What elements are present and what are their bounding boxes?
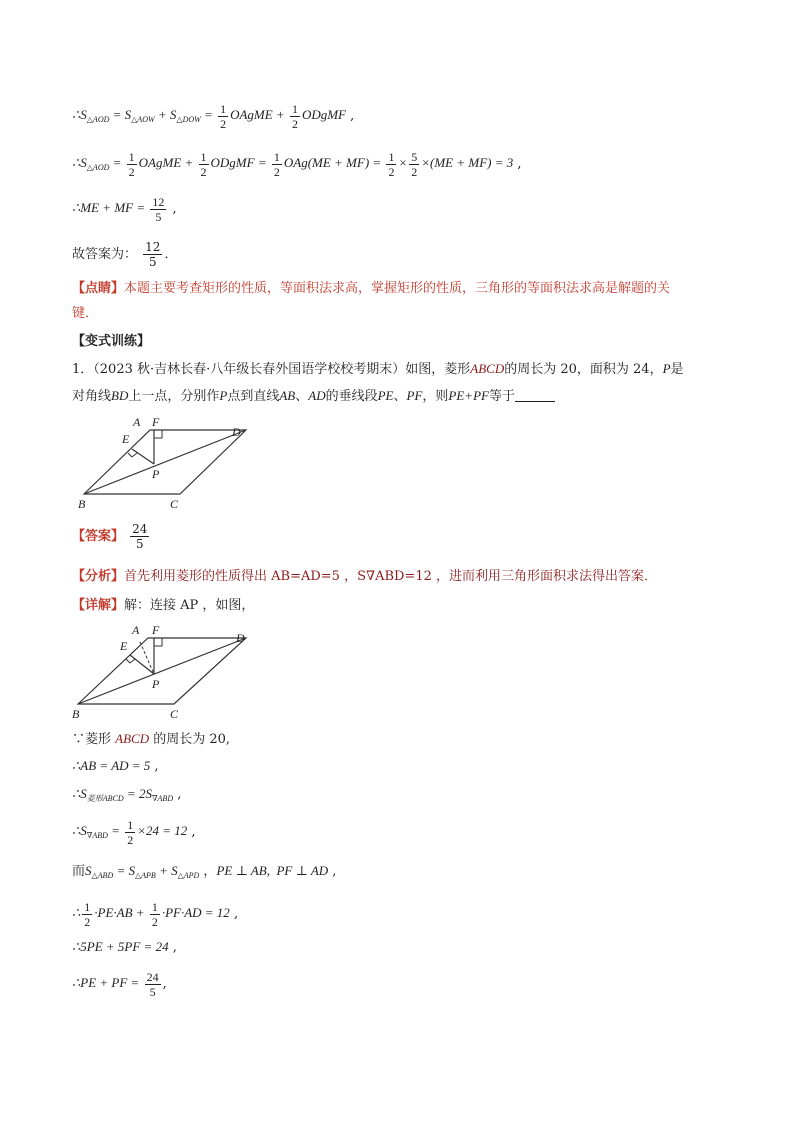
step-4: $\therefore S_{\nabla ABD}$ = $\frac{1}{2}$ ×24 = 12 , (72, 818, 196, 847)
question-line-1 (72, 359, 684, 380)
final-answer-numerator: 12 (145, 240, 161, 254)
step-2: ∴AB = AD = 5 , (72, 758, 159, 774)
fig2-label-e: E (120, 639, 128, 653)
q2-h: 等于 (488, 389, 515, 404)
fig1-label-p: P (152, 467, 160, 481)
question-text-c: 是 (670, 362, 684, 377)
question-text-b: 的周长为 20，面积为 24， (504, 362, 663, 377)
answer-numerator: 24 (132, 522, 148, 536)
step-1: ∵菱形 ABCD 的周长为 20, (72, 731, 231, 747)
rhombus-figure-1 (70, 412, 260, 512)
step-6: ∴ $\frac{1}{2}$ ·PE·AB + $\frac{1}{2}$ ·PF·AD = 12 , (72, 900, 239, 929)
fig2-label-a: A (132, 623, 140, 637)
question-text-a: 1．（2023 秋·吉林长春·八年级长春外国语学校校考期末）如图，菱形 (72, 362, 471, 377)
q2-p: P (219, 388, 228, 403)
step-7: ∴5PE + 5PF = 24 , (72, 939, 177, 955)
dianjing-text-1: 本题主要考查矩形的性质，等面积法求高，掌握矩形的性质，三角形的等面积法求高是解题的关 (124, 281, 671, 296)
fig2-label-p: P (152, 677, 160, 691)
fig1-label-e: E (122, 432, 130, 446)
dianjing-tag: 【点睛】 (72, 281, 125, 296)
fig2-label-c: C (170, 707, 179, 721)
step-3: $\therefore S_{菱形ABCD} = 2S_{\nabla ABD}$ , (72, 786, 182, 803)
step-5: 而$S_{\triangle ABD} = S_{\triangle APB} + S_{\triangle APD}$ ，PE ⊥ AB, PF ⊥ AD , (72, 863, 337, 880)
final-answer-line: 故答案为： $\frac{12}{5}$ ． (72, 240, 178, 269)
variant-training-label: 【变式训练】 (72, 334, 151, 349)
fig2-label-d: D (236, 631, 245, 645)
equation-line-3: ∴ME + MF = $\frac{12}{5}$ , (72, 195, 177, 224)
q2-a: 对角线 (72, 389, 112, 404)
q2-pf: PF (406, 388, 423, 403)
detail-tag: 【详解】 (72, 598, 125, 613)
analysis-text: 首先利用菱形的性质得出 AB=AD=5 ，S∇ABD=12 ，进而利用三角形面积求法得出答案． (124, 569, 658, 584)
q2-bd: BD (111, 388, 129, 403)
q2-f: 、 (393, 389, 407, 404)
fig1-label-d: D (232, 425, 241, 439)
rhombus-figure-2 (66, 620, 256, 724)
q2-b: 上一点，分别作 (128, 389, 220, 404)
equation-line-2: $\therefore S_{\triangle AOD}$ = $\frac{1}{2}$ OAgME + $\frac{1}{2}$ ODgMF = $\frac{1}{2}$ OAg(ME + MF) = $\frac{1}{2}$ × $\frac{5}{2}$ ×(ME + MF) = 3 , (72, 150, 522, 179)
fig1-label-a: A (133, 415, 141, 429)
analysis-tag: 【分析】 (72, 569, 125, 584)
question-p: P (662, 361, 671, 376)
question-line-2 (72, 386, 555, 407)
answer-tag: 【答案】 (72, 529, 125, 544)
dianjing-line-1 (72, 279, 670, 299)
q2-ab: AB (279, 388, 296, 403)
dianjing-line-2 (72, 304, 98, 324)
answer-denominator: 5 (135, 537, 144, 551)
fig2-label-b: B (72, 707, 80, 721)
final-answer-denominator: 5 (148, 255, 157, 269)
equation-line-1: $\therefore S_{\triangle AOD} = S_{\triangle AOW} + S_{\triangle DOW}$ = $\frac{1}{2}$ OAgME + $\frac{1}{2}$ ODgMF , (72, 102, 355, 131)
question-abcd: ABCD (470, 361, 505, 376)
step-8: ∴PE + PF = $\frac{24}{5}$ , (72, 970, 167, 999)
q2-e: 的垂线段 (325, 389, 378, 404)
q2-c: 点到直线 (227, 389, 280, 404)
fig1-label-c: C (170, 497, 179, 511)
dianjing-text-2: 键． (72, 306, 99, 321)
fig1-label-b: B (78, 497, 86, 511)
q2-ad: AD (308, 388, 326, 403)
final-answer-label: 故答案为： (72, 247, 138, 262)
variant-training-heading (72, 332, 150, 352)
fig2-label-f: F (152, 623, 160, 637)
q2-g: ，则 (422, 389, 449, 404)
q2-d: 、 (295, 389, 309, 404)
detail-text: 解：连接 AP ，如图， (124, 598, 255, 613)
answer-blank (515, 389, 555, 402)
fig1-label-f: F (152, 415, 160, 429)
analysis-line (72, 567, 657, 587)
q2-sum: PE+PF (448, 388, 489, 403)
answer-line (72, 522, 151, 551)
detail-line (72, 596, 254, 616)
q2-pe: PE (377, 388, 394, 403)
